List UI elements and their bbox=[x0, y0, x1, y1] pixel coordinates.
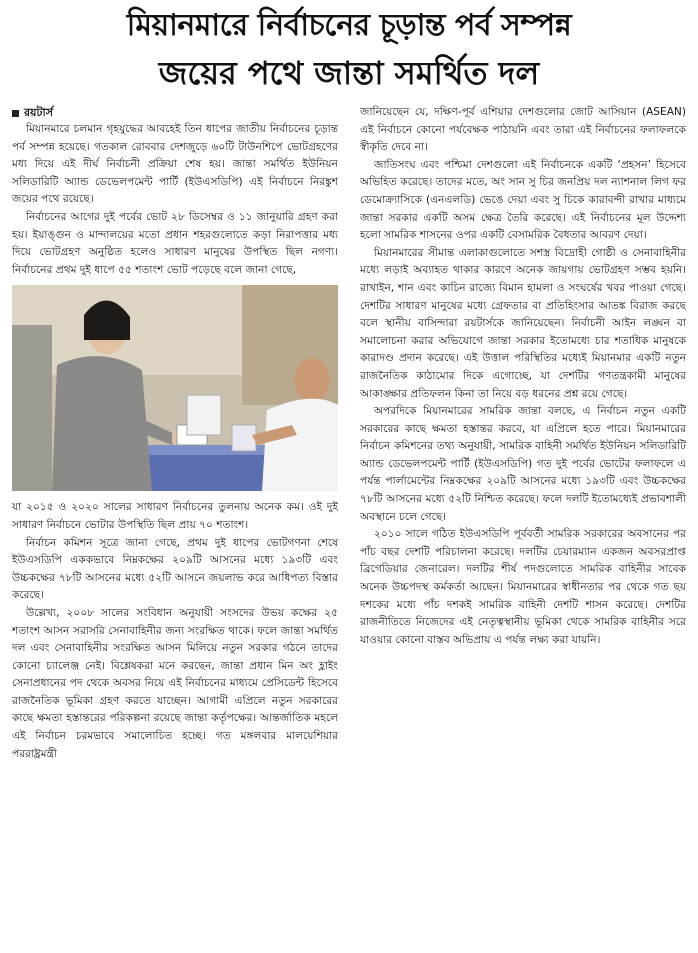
byline-bullet-icon bbox=[12, 110, 19, 117]
headline-line-2: জয়ের পথে জান্তা সমর্থিত দল bbox=[158, 54, 540, 92]
right-column bbox=[360, 104, 686, 763]
paragraph: নির্বাচন কমিশন সূত্রে জানা গেছে, প্রথম দুই ধাপের ভোটগণনা শেষে ইউএসডিপি এককভাবে নিম্নকক্ষের ২০৯টি আসনের মধ্যে ১৯৩টি এবং উচ্চকক্ষের ৭৮টি আসনের মধ্যে ৫২টি আসনে জয়লাভ করে আধিপত্য বিস্তার করেছে। bbox=[12, 536, 338, 602]
paragraph: মিয়ানমারে চলমান গৃহযুদ্ধের আবহেই তিন ধাপের জাতীয় নির্বাচনের চূড়ান্ত পর্ব সম্পন্ন হয়েছে। গতকাল রোববার দেশজুড়ে ৬০টি টাউনশিপে ভোটগ্রহণের মধ্য দিয়ে এই দীর্ঘ নির্বাচনী প্রক্রিয়া শেষ হয়। জান্তা সমর্থিত ইউনিয়ন সলিডারিটি অ্যান্ড ডেভেলপমেন্ট পার্টি (ইউএসডিপি) এই নির্বাচনে নিরঙ্কুশ জয়ের পথে রয়েছে। bbox=[12, 123, 338, 206]
byline-text: রয়টার্স bbox=[24, 106, 53, 119]
byline bbox=[12, 104, 338, 121]
paragraph: জাতিসংঘ এবং পশ্চিমা দেশগুলো এই নির্বাচনকে একটি ‘প্রহসন’ হিসেবে অভিহিত করেছে। তাদের মতে, অং সান সু চির জনপ্রিয় দল ন্যাশনাল লিগ ফর ডেমোক্র্যাসিকে (এনএলডি) ভেঙে দেয়া এবং সু চিকে কারাবন্দী রাখার মাধ্যমে জান্তা সরকার একটি অসম ক্ষেত্র তৈরি করেছে। এই নির্বাচনের মূল উদ্দেশ্য হলো সামরিক শাসনের ওপর একটি বেসামরিক বৈধতার আবরণ দেয়া। bbox=[360, 158, 686, 242]
paragraph: ২০১০ সালে গঠিত ইউএসডিপি পূর্ববর্তী সামরিক সরকারের অবসানের পর পাঁচ বছর দেশটি পরিচালনা করেছে। দলটির চেয়ারম্যান একজন অবসরপ্রাপ্ত ব্রিগেডিয়ার জেনারেল। দলটির শীর্ষ পদগুলোতে সামরিক বাহিনীর সাবেক অনেক উচ্চপদস্থ কর্মকর্তা আছেন। মিয়ানমারের স্বাধীনতার পর থেকে গত ছয় দশকের মধ্যে পাঁচ দশকই সামরিক বাহিনী দেশটি শাসন করেছে। দেশটির রাজনীতিতে নিজেদের এই নেতৃত্বস্থানীয় ভূমিকা থেকে সামরিক বাহিনীর সরে যাওয়ার কোনো বাস্তব অভিপ্রায় এ পর্যন্ত লক্ষ্য করা যায়নি। bbox=[360, 528, 686, 646]
paragraph: জানিয়েছেন যে, দক্ষিণ-পূর্ব এশিয়ার দেশগুলোর জোট আসিয়ান (ASEAN) এই নির্বাচনে কোনো পর্যবেক্ষক পাঠায়নি এবং তারা এই নির্বাচনের ফলাফলকে স্বীকৃতি দেবে না। bbox=[360, 106, 686, 154]
news-photo bbox=[12, 285, 338, 491]
paragraph: যা ২০১৫ ও ২০২০ সালের সাধারণ নির্বাচনের তুলনায় অনেক কম। ওই দুই সাধারণ নির্বাচনে ভোটার উপস্থিতি ছিল প্রায় ৭০ শতাংশ। bbox=[12, 501, 338, 531]
paragraph: মিয়ানমারের সীমান্ত এলাকাগুলোতে সশস্ত্র বিদ্রোহী গোষ্ঠী ও সেনাবাহিনীর মধ্যে লড়াই অব্যাহত থাকার কারণে অনেক জায়গায় ভোটগ্রহণ সম্ভব হয়নি। রাখাইন, শান এবং কাচিন রাজ্যে বিমান হামলা ও সংঘর্ষের খবর পাওয়া গেছে। দেশটির সাধারণ মানুষের মধ্যে গ্রেফতার বা প্রতিহিংসার আতঙ্ক বিরাজ করছে বলে স্থানীয় বাসিন্দারা রয়টার্সকে জানিয়েছেন। নির্বাচনী আইন লঙ্ঘন বা সমালোচনা করার অভিযোগে জান্তা সরকার ইতোমধ্যে চার শতাধিক মানুষকে কারাদণ্ড প্রদান করেছে। এই উত্তাল পরিস্থিতির মধ্যেই মিয়ানমার একটি নতুন রাজনৈতিক কাঠামোর দিকে এগোচ্ছে, যা দেশটির গণতন্ত্রকামী মানুষের আকাঙ্ক্ষার প্রতিফলন কিনা তা নিয়ে বড় ধরনের প্রশ্ন রয়ে গেছে। bbox=[360, 246, 686, 400]
headline-line-1: মিয়ানমারে নির্বাচনের চূড়ান্ত পর্ব সম্পন্ন bbox=[126, 8, 572, 43]
left-column bbox=[12, 104, 338, 763]
paragraph: উল্লেখ্য, ২০০৮ সালের সংবিধান অনুযায়ী সংসদের উভয় কক্ষের ২৫ শতাংশ আসন সরাসরি সেনাবাহিনীর জন্য সংরক্ষিত থাকে। ফলে জান্তা সমর্থিত দল এবং সেনাবাহিনীর সংরক্ষিত আসন মিলিয়ে নতুন সরকার গঠনে তাদের কোনো চ্যালেঞ্জ নেই। বিশ্লেষকরা মনে করছেন, জান্তা প্রধান মিন অং হ্লাইং সেনাপ্রধানের পদ থেকে অবসর নিয়ে এই নির্বাচনের মাধ্যমে প্রেসিডেন্ট হিসেবে রাজনৈতিক ভূমিকা গ্রহণ করতে যাচ্ছেন। আগামী এপ্রিলে নতুন সরকারের কাছে ক্ষমতা হস্তান্তরের পরিকল্পনা রয়েছে জান্তা কর্তৃপক্ষের। আন্তর্জাতিক মহলে এই নির্বাচন চরমভাবে সমালোচিত হচ্ছে। গত মঙ্গলবার মালয়েশিয়ার পররাষ্ট্রমন্ত্রী bbox=[12, 606, 338, 760]
article-columns bbox=[12, 104, 686, 763]
paragraph: নির্বাচনের আগের দুই পর্বের ভোট ২৮ ডিসেম্বর ও ১১ জানুয়ারি গ্রহণ করা হয়। ইয়াঙ্গুন ও মান্দালয়ের মতো প্রধান শহরগুলোতে কড়া নিরাপত্তার মধ্য দিয়ে ভোটগ্রহণ অনুষ্ঠিত হলেও সাধারণ মানুষের উপস্থিত ছিল নগণ্য। নির্বাচনের প্রথম দুই ধাপে ৫৫ শতাংশ ভোট পড়েছে বলে জানা গেছে, bbox=[12, 210, 338, 276]
paragraph: অপরদিকে মিয়ানমারের সামরিক জান্তা বলছে, এ নির্বাচন নতুন একটি সরকারের কাছে ক্ষমতা হস্তান্তর করবে, যা এপ্রিলে হতে পারে। মিয়ানমারের নির্বাচন কমিশনের তথ্য অনুযায়ী, সামরিক বাহিনী সমর্থিত ইউনিয়ন সলিডারিটি অ্যান্ড ডেভেলপমেন্ট পার্টি (ইউএসডিপি) গত দুই পর্বের ভোটের ফলাফলে এ পর্যন্ত পার্লামেন্টের নিম্নকক্ষের ২০৯টি আসনের মধ্যে ১৯৩টি এবং উচ্চকক্ষের ৭৮টি আসনের মধ্যে ৫২টি নিশ্চিত করেছে। ফলে দলটি ইতোমধ্যেই প্রভাবশালী অবস্থানে চলে গেছে। bbox=[360, 405, 686, 523]
